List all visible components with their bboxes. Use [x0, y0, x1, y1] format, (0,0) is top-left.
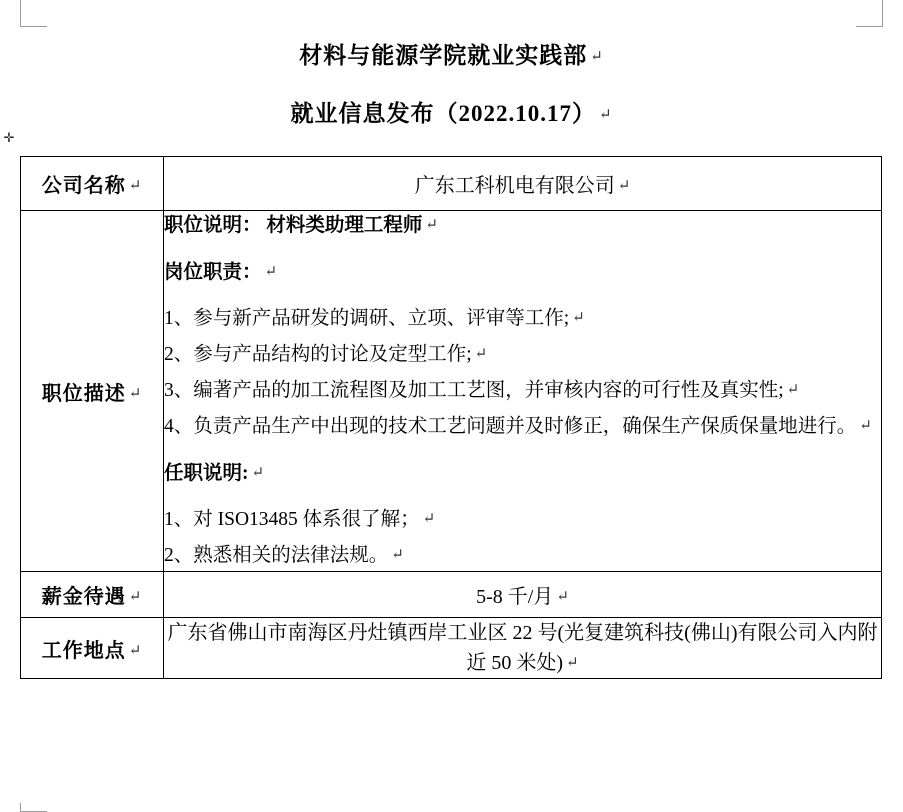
paragraph-mark-icon: ↵ [264, 263, 278, 280]
row-value-salary [164, 572, 882, 618]
table-row [21, 157, 882, 211]
duty-item-text: 1、参与新产品研发的调研、立项、评审等工作; [164, 307, 570, 329]
company-name-text: 广东工科机电有限公司 [414, 175, 615, 198]
page-subtitle [20, 98, 883, 130]
row-value-job-description [164, 211, 882, 572]
duty-item-text: 3、编著产品的加工流程图及加工工艺图，并审核内容的可行性及真实性; [164, 380, 784, 402]
paragraph-mark-icon: ↵ [556, 589, 569, 606]
table-row [21, 572, 882, 618]
requirement-item [164, 505, 881, 535]
paragraph-mark-icon: ↵ [617, 178, 631, 195]
row-value-location [164, 618, 882, 679]
requirements-heading-text: 任职说明: [164, 462, 249, 484]
paragraph-mark-icon: ↵ [859, 418, 872, 435]
paragraph-mark-icon: ↵ [425, 217, 438, 234]
requirement-item [164, 541, 881, 571]
row-label-text: 薪金待遇 [41, 586, 126, 609]
duty-item-text: 2、参与产品结构的讨论及定型工作; [164, 344, 472, 366]
duty-item [164, 304, 881, 334]
paragraph-mark-icon: ↵ [572, 309, 585, 326]
requirement-item-text: 2、熟悉相关的法律法规。 [164, 545, 389, 567]
requirements-heading [164, 459, 881, 489]
duty-item-text: 4、负责产品生产中出现的技术工艺问题并及时修正，确保生产保质保量地进行。 [164, 416, 857, 438]
job-position-text: 职位说明： 材料类助理工程师 [164, 215, 423, 237]
row-label-text: 职位描述 [41, 382, 126, 405]
row-label-company [21, 157, 164, 211]
page-title [20, 40, 883, 72]
paragraph-mark-icon: ↵ [128, 642, 143, 659]
paragraph-mark-icon: ↵ [786, 382, 800, 399]
page-subtitle-text: 就业信息发布（2022.10.17） [290, 101, 596, 127]
paragraph-mark-icon: ↵ [566, 655, 579, 672]
duties-heading-text: 岗位职责： [164, 261, 262, 283]
job-info-table [20, 156, 882, 679]
row-label-text: 工作地点 [41, 639, 126, 662]
paragraph-mark-icon: ↵ [590, 49, 604, 65]
requirement-item-text: 1、对 ISO13485 体系很了解； [164, 508, 420, 530]
location-text: 广东省佛山市南海区丹灶镇西岸工业区 22 号(光复建筑科技(佛山)有限公司入内附近 50 米处) [167, 622, 878, 675]
table-row [21, 211, 882, 572]
paragraph-mark-icon: ↵ [128, 589, 143, 606]
duties-heading [164, 258, 881, 288]
paragraph-mark-icon: ↵ [128, 178, 143, 195]
page-title-text: 材料与能源学院就业实践部 [299, 43, 588, 68]
row-label-salary [21, 572, 164, 618]
paragraph-mark-icon: ↵ [474, 346, 488, 363]
table-move-handle[interactable]: ✛ [3, 130, 15, 145]
row-label-text: 公司名称 [41, 175, 126, 198]
paragraph-mark-icon: ↵ [422, 510, 436, 527]
paragraph-mark-icon: ↵ [391, 547, 404, 564]
paragraph-mark-icon: ↵ [598, 107, 613, 124]
duty-item [164, 412, 881, 442]
paragraph-mark-icon: ↵ [251, 464, 265, 481]
row-value-company [164, 157, 882, 211]
job-position-line [164, 211, 881, 241]
paragraph-mark-icon: ↵ [128, 385, 143, 402]
duty-item [164, 376, 881, 406]
duty-item [164, 340, 881, 370]
table-row [21, 618, 882, 679]
document-body [20, 0, 883, 679]
salary-text: 5-8 千/月 [476, 586, 554, 609]
row-label-job-description [21, 211, 164, 572]
document-title-block [20, 0, 883, 130]
row-label-location [21, 618, 164, 679]
